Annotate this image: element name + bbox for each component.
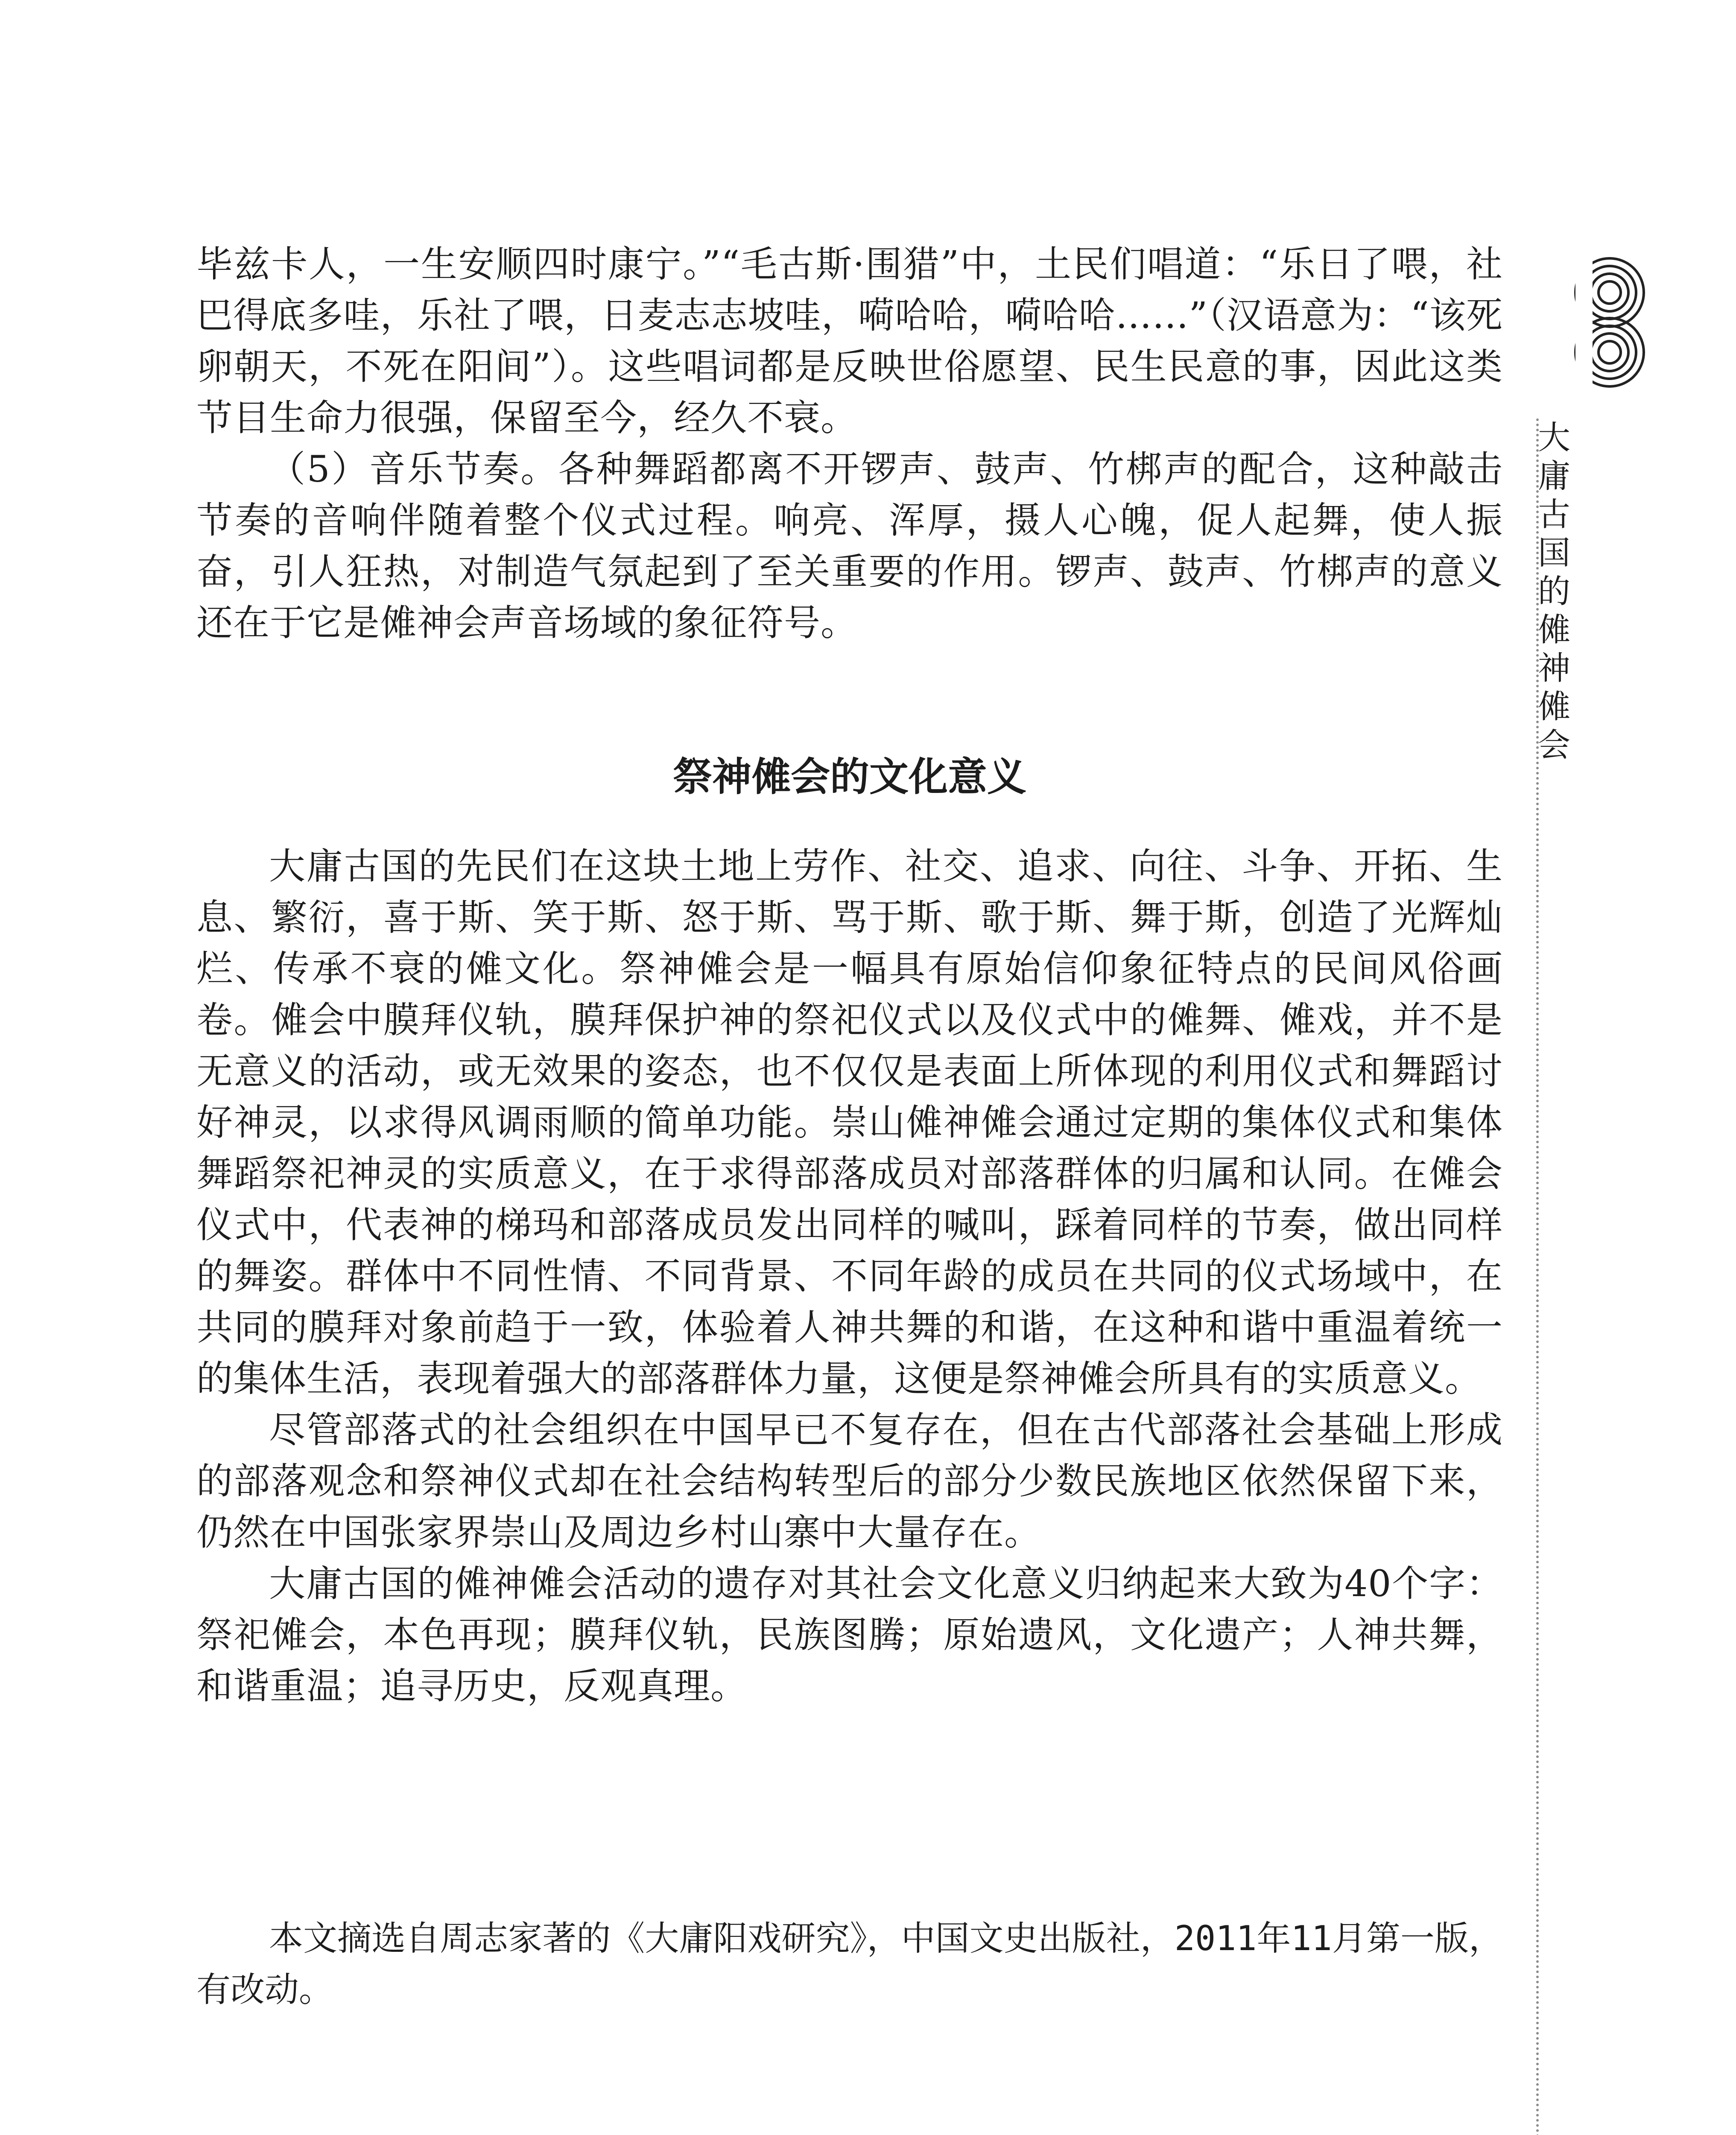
section-paragraph-2: 尽管部落式的社会组织在中国早已不复存在，但在古代部落社会基础上形成的部落观念和祭神仪式却在社会结构转型后的部分少数民族地区依然保留下来，仍然在中国张家界崇山及周边乡村山寨中大量存在。 [196,1409,1503,1554]
section-body-text [196,841,1503,1712]
upper-body-text [196,239,1503,649]
margin-dotted-rule [1536,418,1539,2135]
music-rhythm-paragraph: （5）音乐节奏。各种舞蹈都离不开锣声、鼓声、竹梆声的配合，这种敲击节奏的音响伴随着整个仪式过程。响亮、浑厚，摄人心魄，促人起舞，使人振奋，引人狂热，对制造气氛起到了至关重要的作用。锣声、鼓声、竹梆声的意义还在于它是傩神会声音场域的象征符号。 [196,448,1503,644]
spiral-ornament-icon [1520,252,1648,389]
continuation-paragraph: 毕兹卡人，一生安顺四时康宁。”“毛古斯·围猎”中，土民们唱道：“乐日了喂，社巴得底多哇，乐社了喂，日麦志志坡哇，嗬哈哈，嗬哈哈……”（汉语意为：“该死卵朝天，不死在阳间”）。这些唱词都是反映世俗愿望、民生民意的事，因此这类节目生命力很强，保留至今，经久不衰。 [196,243,1503,439]
section-paragraph-1: 大庸古国的先民们在这块土地上劳作、社交、追求、向往、斗争、开拓、生息、繁衍，喜于斯、笑于斯、怒于斯、骂于斯、歌于斯、舞于斯，创造了光辉灿烂、传承不衰的傩文化。祭神傩会是一幅具有原始信仰象征特点的民间风俗画卷。傩会中膜拜仪轨，膜拜保护神的祭祀仪式以及仪式中的傩舞、傩戏，并不是无意义的活动，或无效果的姿态，也不仅仅是表面上所体现的利用仪式和舞蹈讨好神灵，以求得风调雨顺的简单功能。崇山傩神傩会通过定期的集体仪式和集体舞蹈祭祀神灵的实质意义，在于求得部落成员对部落群体的归属和认同。在傩会仪式中，代表神的梯玛和部落成员发出同样的喊叫，踩着同样的节奏，做出同样的舞姿。群体中不同性情、不同背景、不同年龄的成员在共同的仪式场域中，在共同的膜拜对象前趋于一致，体验着人神共舞的和谐，在这种和谐中重温着统一的集体生活，表现着强大的部落群体力量，这便是祭神傩会所具有的实质意义。 [196,845,1503,1400]
section-title: 祭神傩会的文化意义 [672,754,1026,800]
source-note: 本文摘选自周志家著的《大庸阳戏研究》，中国文史出版社，2011年11月第一版，有改动。 [196,1919,1503,2009]
section-paragraph-3: 大庸古国的傩神傩会活动的遗存对其社会文化意义归纳起来大致为40个字：祭祀傩会，本色再现；膜拜仪轨，民族图腾；原始遗风，文化遗产；人神共舞，和谐重温；追寻历史，反观真理。 [196,1563,1503,1708]
running-head: 大庸古国的傩神傩会 [1538,418,1570,764]
